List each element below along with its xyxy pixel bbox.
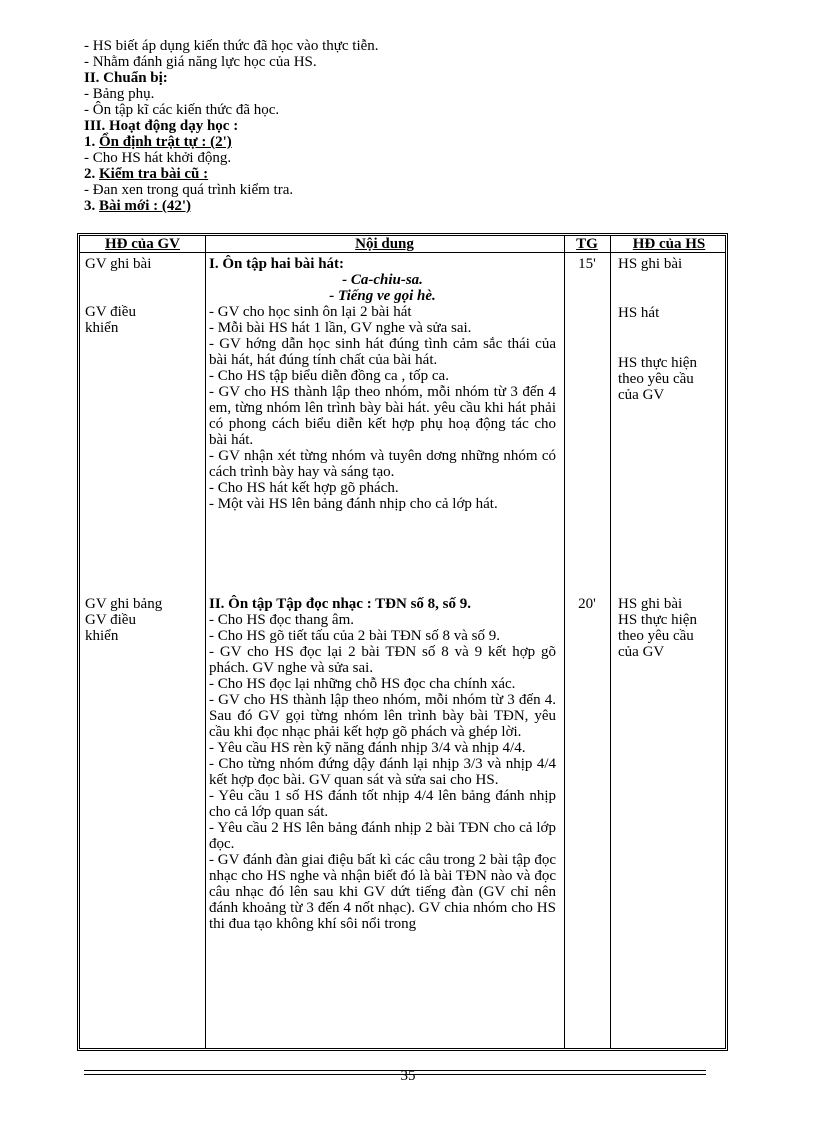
song-title: - Ca-chiu-sa. (342, 272, 423, 288)
section-review: 2. Kiểm tra bài cũ : (84, 166, 209, 182)
hs-cell: HS thực hiện (618, 612, 697, 628)
content-item: - Yêu cầu HS rèn kỹ năng đánh nhịp 3/4 và nhịp 4/4. (209, 740, 526, 756)
section-order: 1. Ổn định trật tự : (2') (84, 134, 232, 150)
gv-cell: GV ghi bài (85, 256, 152, 272)
content-item: - Một vài HS lên bảng đánh nhịp cho cả lớp hát. (209, 496, 498, 512)
gv-cell: khiển (85, 628, 119, 644)
intro-line: - HS biết áp dụng kiến thức đã học vào thực tiễn. (84, 38, 379, 54)
hs-cell: theo yêu cầu (618, 371, 694, 387)
content-item: - Cho HS đọc lại những chỗ HS đọc cha chính xác. (209, 676, 516, 692)
header-content: Nội dung (355, 236, 414, 252)
column-divider (205, 236, 206, 1048)
heading-preparation: II. Chuẩn bị: (84, 70, 168, 86)
tg-cell: 15' (578, 256, 596, 272)
header-gv: HĐ của GV (105, 236, 180, 252)
column-divider (610, 236, 611, 1048)
content-title: II. Ôn tập Tập đọc nhạc : TĐN số 8, số 9. (209, 596, 472, 612)
content-item: - Cho từng nhóm đứng dậy đánh lại nhịp 3/3 và nhịp 4/4 kết hợp đọc bài. GV quan sát và sửa sai cho HS. (209, 756, 556, 788)
content-item: - GV cho HS thành lập theo nhóm, mỗi nhóm từ 3 đến 4 em, từng nhóm lên trình bày bài hát. yêu cầu khi hát phải có phong cách biểu diễn kết hợp phụ hoạ động tác cho bài hát. (209, 384, 556, 448)
hs-cell: của GV (618, 387, 665, 403)
header-tg: TG (576, 236, 598, 252)
hs-cell: HS ghi bài (618, 596, 683, 612)
header-hs: HĐ của HS (632, 236, 706, 252)
content-item: - GV cho HS thành lập theo nhóm, mỗi nhóm từ 3 đến 4. Sau đó GV gọi từng nhóm lên trình bày bài TĐN, yêu cầu khi đọc nhạc phải kết hợp gõ phách và ghép lời. (209, 692, 556, 740)
hs-cell: theo yêu cầu (618, 628, 694, 644)
hs-cell: của GV (618, 644, 665, 660)
content-item: - GV nhận xét từng nhóm và tuyên dơng những nhóm có cách trình bày hay và sáng tạo. (209, 448, 556, 480)
intro-line: - Cho HS hát khởi động. (84, 150, 232, 166)
content-item: - Yêu cầu 2 HS lên bảng đánh nhịp 2 bài TĐN cho cả lớp đọc. (209, 820, 556, 852)
content-item: - Mỗi bài HS hát 1 lần, GV nghe và sửa sai. (209, 320, 472, 336)
content-cell-1 (209, 256, 556, 512)
content-item: - GV hớng dẫn học sinh hát đúng tình cảm sắc thái của bài hát, hát đúng tính chất của bài hát. (209, 336, 556, 368)
tg-cell: 20' (578, 596, 596, 612)
content-item: - Cho HS đọc thang âm. (209, 612, 354, 628)
page-number: 35 (400, 1068, 416, 1084)
content-item: - GV cho học sinh ôn lại 2 bài hát (209, 304, 412, 320)
content-item: - Cho HS hát kết hợp gõ phách. (209, 480, 399, 496)
content-title: I. Ôn tập hai bài hát: (209, 256, 345, 272)
content-item: - GV cho HS đọc lại 2 bài TĐN số 8 và 9 kết hợp gõ phách. GV nghe và sửa sai. (209, 644, 556, 676)
gv-cell: khiển (85, 320, 119, 336)
section-new-lesson: 3. Bài mới : (42') (84, 198, 192, 214)
intro-line: - Bảng phụ. (84, 86, 155, 102)
content-item: - Yêu cầu 1 số HS đánh tốt nhịp 4/4 lên bảng đánh nhịp cho cả lớp quan sát. (209, 788, 556, 820)
hs-cell: HS ghi bài (618, 256, 683, 272)
gv-cell: GV điều (85, 612, 136, 628)
hs-cell: HS hát (618, 305, 660, 321)
intro-section (84, 38, 724, 214)
content-item: - GV đánh đàn giai điệu bất kì các câu trong 2 bài tập đọc nhạc cho HS nghe và nhận biết đó là bài TĐN nào và đọc câu nhạc đó lên sau khi GV dứt tiếng đàn (GV chỉ nên đánh khoảng từ 3 đến 4 nốt nhạc). GV chia nhóm cho HS thi đua tạo không khí sôi nổi trong (209, 852, 556, 932)
hs-cell: HS thực hiện (618, 355, 697, 371)
content-cell-2 (209, 596, 556, 932)
gv-cell: GV điều (85, 304, 136, 320)
heading-activities: III. Hoạt động dạy học : (84, 118, 239, 134)
intro-line: - Đan xen trong quá trình kiểm tra. (84, 182, 294, 198)
intro-line: - Ôn tập kĩ các kiến thức đã học. (84, 102, 280, 118)
column-divider (564, 236, 565, 1048)
intro-line: - Nhằm đánh giá năng lực học của HS. (84, 54, 317, 70)
content-item: - Cho HS gõ tiết tấu của 2 bài TĐN số 8 và số 9. (209, 628, 500, 644)
song-title: - Tiếng ve gọi hè. (329, 288, 436, 304)
lesson-table (77, 233, 728, 1051)
content-item: - Cho HS tập biểu diễn đồng ca , tốp ca. (209, 368, 449, 384)
gv-cell: GV ghi bảng (85, 596, 163, 612)
